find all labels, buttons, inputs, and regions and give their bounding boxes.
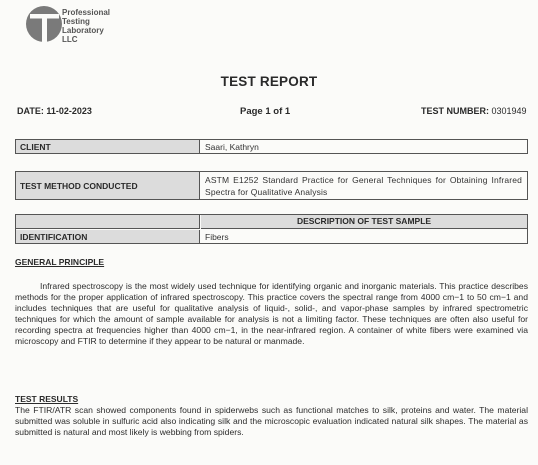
- logo-line-2: Testing: [62, 17, 90, 26]
- identification-value: Fibers: [205, 232, 229, 242]
- test-results-text: The FTIR/ATR scan showed components found in spiderwebs such as functional matches to silk, proteins and water. The material submitted was soluble in sulfuric acid also indicating silk and the microscopic evaluation indicated natural silk shapes. The material as submitted is natural and most likely is webbing from spiders.: [15, 405, 528, 437]
- test-method-label: TEST METHOD CONDUCTED: [16, 172, 200, 199]
- logo-line-4: LLC: [62, 35, 78, 44]
- client-label: CLIENT: [16, 140, 200, 153]
- test-method-value: ASTM E1252 Standard Practice for General Techniques for Obtaining Infrared Spectra for Qualitative Analysis: [205, 175, 522, 197]
- client-row: [15, 139, 528, 154]
- client-value: Saari, Kathryn: [205, 141, 259, 152]
- company-logo-text: [62, 8, 110, 44]
- report-date: DATE: 11-02-2023: [17, 106, 92, 116]
- report-title: TEST REPORT: [220, 74, 318, 89]
- identification-label: IDENTIFICATION: [16, 230, 200, 243]
- test-number-label: TEST NUMBER:: [421, 106, 489, 116]
- logo-line-1: Professional: [62, 8, 111, 17]
- general-principle-heading: GENERAL PRINCIPLE: [15, 257, 105, 267]
- test-results-heading: TEST RESULTS: [15, 394, 79, 404]
- test-number-value: 0301949: [491, 106, 527, 116]
- sample-description-header: DESCRIPTION OF TEST SAMPLE: [201, 215, 527, 229]
- sample-header-blank-cell: [16, 215, 200, 229]
- sample-description-table: [15, 214, 528, 244]
- t-monogram-icon: [25, 5, 63, 43]
- test-method-row: [15, 171, 528, 200]
- test-number: [421, 106, 527, 116]
- logo-line-3: Laboratory: [62, 26, 104, 35]
- general-principle-text: Infrared spectroscopy is the most widely used technique for identifying organic and inorganic materials. This practice describes methods for the proper application of infrared spectroscopy. This practice covers the spectral range from 4000 cm−1 to 50 cm−1 and includes techniques that are useful for qualitative analysis of liquid-, solid-, and vapor-phase samples by infrared spectrometric techniques for which the amount of sample available for analysis is not a limiting factor. These techniques are often also useful for recording spectra at frequencies higher than 4000 cm−1, in the near-infrared region. A container of white fibers were examined via microscopy and FTIR to determine if they appear to be natural or manmade.: [15, 281, 528, 346]
- page-indicator: Page 1 of 1: [240, 106, 291, 117]
